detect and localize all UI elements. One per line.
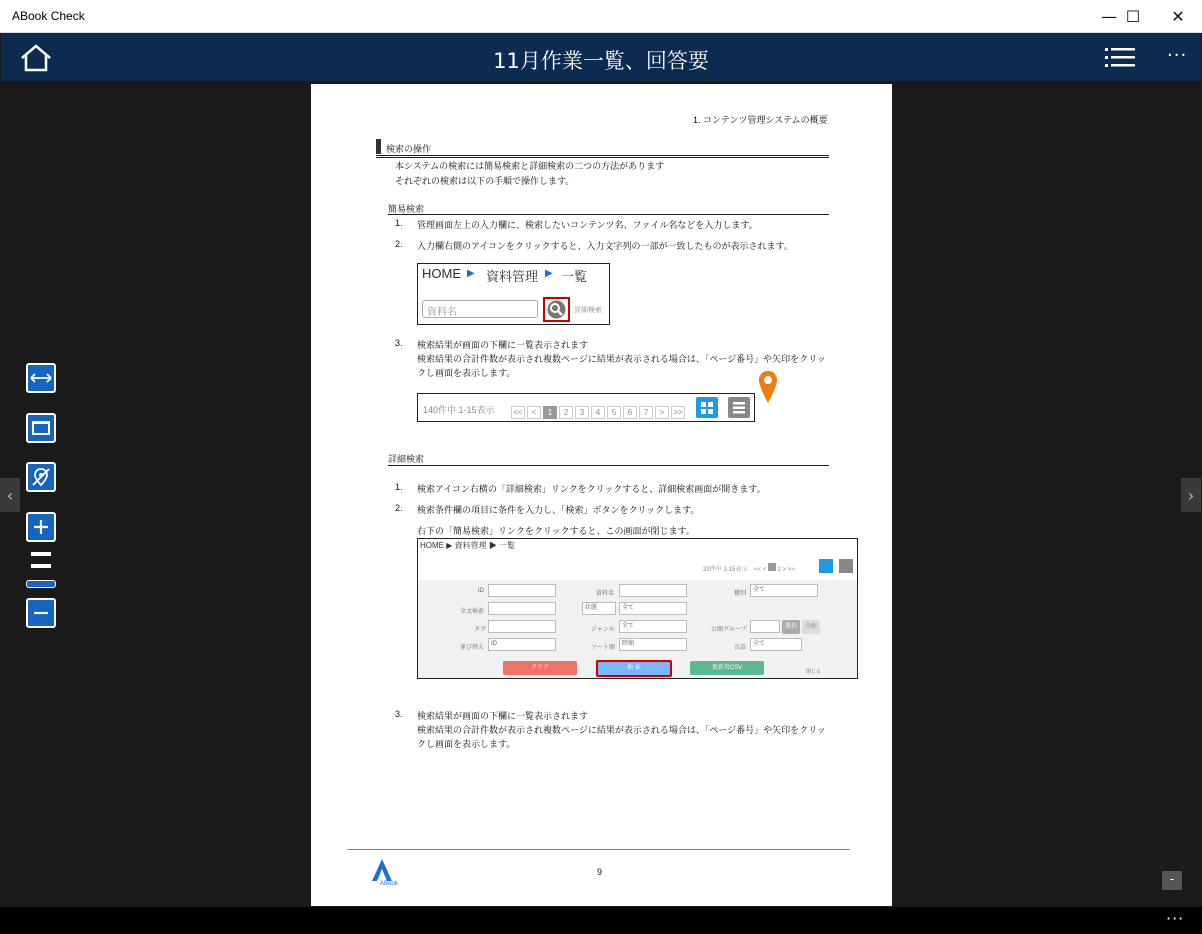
field-label: 種別 — [734, 591, 747, 597]
step-text: クし画面を表示します。 — [417, 739, 516, 749]
grid-view-icon — [696, 397, 718, 418]
field-label: ジャンル — [591, 627, 615, 633]
page-button: 2 — [559, 406, 573, 419]
close-link: 閉じる — [806, 669, 822, 675]
status-select: 状態 — [582, 602, 616, 615]
step-text: 検索結果の合計件数が表示され複数ページに結果が表示される場合は、「ページ番号」や矢印をクリッ — [417, 354, 826, 364]
field-label: 資料名 — [596, 591, 615, 597]
detail-search-heading: 詳細検索 — [388, 454, 425, 464]
page-button: << — [511, 406, 525, 419]
page-title: 11月作業一覧、回答要 — [493, 49, 709, 73]
minimize-button[interactable]: — — [1101, 7, 1117, 26]
field-label: 公開グループ — [711, 627, 747, 633]
footer-rule — [347, 849, 850, 850]
breadcrumb-arrow-icon: ▶ — [545, 268, 553, 279]
list-menu-icon[interactable] — [1105, 47, 1135, 69]
result-count: 140件中 1-15表示 — [423, 405, 495, 415]
page-button: 7 — [639, 406, 653, 419]
collapse-button[interactable]: - — [1162, 871, 1182, 890]
section-marker — [376, 139, 381, 154]
step-text: 検索条件欄の項目に条件を入力し、「検索」ボタンをクリックします。 — [417, 505, 700, 515]
field-label: ID — [478, 588, 484, 594]
search-input: 資料名 — [422, 300, 538, 318]
map-pin-icon[interactable] — [758, 370, 778, 404]
simple-rule — [388, 214, 829, 215]
window-titlebar — [0, 0, 1202, 33]
result-count: 22件中 1-15表示 — [703, 567, 748, 573]
page-button: 1 — [543, 406, 557, 419]
page-button: 3 — [575, 406, 589, 419]
intro-line-1: 本システムの検索には簡易検索と詳細検索の二つの方法があります — [395, 161, 665, 171]
document-page — [311, 84, 892, 906]
breadcrumb-home: HOME — [422, 266, 461, 281]
status-value-select: 全て — [619, 602, 687, 615]
zoom-out-icon — [32, 604, 50, 622]
type-select: 全て — [750, 584, 818, 597]
step-text: 検索アイコン右横の「詳細検索」リンクをクリックすると、詳細検索画面が開きます。 — [417, 484, 766, 494]
maximize-button[interactable]: ☐ — [1125, 7, 1141, 26]
app-header — [1, 33, 1201, 81]
genre-select: 全て — [619, 620, 687, 633]
sort-select: ID — [488, 638, 556, 651]
search-button-highlight — [543, 297, 570, 322]
step-text: クし画面を表示します。 — [417, 368, 516, 378]
breadcrumb: HOME ▶ 資料管理 ▶ 一覧 — [420, 541, 516, 550]
zoom-slider[interactable] — [26, 580, 56, 588]
chapter-heading: 1. コンテンツ管理システムの概要 — [693, 115, 828, 125]
search-icon — [545, 299, 568, 320]
search-button: 検 索 — [596, 660, 672, 677]
name-field — [619, 584, 687, 597]
language-select: 全て — [750, 638, 802, 651]
zoom-in-button[interactable] — [26, 512, 56, 542]
step-num: 1. — [395, 482, 403, 492]
pagination-screenshot — [417, 393, 755, 422]
page-button: >> — [671, 406, 685, 419]
step-num: 3. — [395, 709, 403, 719]
bottom-bar — [0, 907, 1202, 934]
list-view-icon — [728, 397, 750, 418]
fit-width-icon — [30, 372, 52, 384]
clear-button: クリア — [503, 661, 577, 675]
breadcrumb-arrow-icon: ▶ — [467, 268, 475, 279]
logo-text: ABook — [380, 881, 398, 886]
annotation-toggle-button[interactable] — [26, 462, 56, 492]
annotation-off-icon — [30, 466, 52, 488]
page-button: < — [527, 406, 541, 419]
next-page-button[interactable]: › — [1181, 478, 1201, 512]
step-text: 検索結果が画面の下欄に一覧表示されます — [417, 340, 589, 350]
step-text: 入力欄右側のアイコンをクリックすると、入力文字列の一部が一致したものが表示されます。 — [417, 241, 793, 251]
csv-button: 更新用CSV — [690, 661, 764, 675]
step-num: 1. — [395, 218, 403, 228]
field-label: ソート順 — [591, 645, 616, 651]
breadcrumb-item: 一覧 — [561, 269, 588, 284]
order-select: 降順 — [619, 638, 687, 651]
zoom-level-icon — [31, 552, 51, 568]
step-text: 右下の「簡易検索」リンクをクリックすると、この画面が閉じます。 — [417, 526, 695, 536]
more-menu-button[interactable]: ··· — [1167, 45, 1188, 66]
intro-line-2: それぞれの検索は以下の手順で操作します。 — [395, 176, 575, 186]
fit-page-button[interactable] — [26, 413, 56, 443]
step-num: 2. — [395, 503, 403, 513]
pagination: << < 2 > >> — [754, 563, 795, 573]
app-title: ABook Check — [12, 9, 85, 23]
page-button: 6 — [623, 406, 637, 419]
bottom-more-button[interactable]: ··· — [1166, 909, 1185, 928]
step-text: 検索結果の合計件数が表示され複数ページに結果が表示される場合は、「ページ番号」や矢印をクリッ — [417, 725, 826, 735]
step-num: 2. — [395, 239, 403, 249]
page-button: 5 — [607, 406, 621, 419]
section-rule — [376, 155, 829, 158]
step-num: 3. — [395, 338, 403, 348]
simple-search-heading: 簡易検索 — [388, 204, 425, 214]
grid-view-icon — [819, 559, 833, 573]
detail-rule — [388, 465, 829, 466]
select-button: 選択 — [782, 620, 800, 634]
clear-group-button: 全解 — [802, 620, 820, 634]
field-label: 並び替え — [460, 645, 485, 651]
prev-page-button[interactable]: ‹ — [0, 478, 20, 512]
zoom-in-icon — [32, 518, 50, 536]
step-text: 検索結果が画面の下欄に一覧表示されます — [417, 711, 589, 721]
page-number: 9 — [597, 867, 603, 877]
breadcrumb-item: 資料管理 — [486, 269, 539, 284]
detail-search-link: 詳細検索 — [574, 307, 602, 314]
field-label: 全文検索 — [460, 609, 485, 615]
step-text: 管理画面左上の入力欄に、検索したいコンテンツ名、ファイル名などを入力します。 — [417, 220, 758, 230]
simple-search-screenshot — [417, 263, 610, 325]
fulltext-field — [488, 602, 556, 615]
list-view-icon — [839, 559, 853, 573]
fit-width-button[interactable] — [26, 363, 56, 393]
abook-logo — [369, 856, 399, 886]
id-field — [488, 584, 556, 597]
close-button[interactable]: ✕ — [1171, 7, 1185, 26]
field-label: 言語 — [734, 645, 747, 651]
detail-search-screenshot — [417, 538, 858, 679]
field-label: タグ — [474, 627, 487, 633]
zoom-out-button[interactable] — [26, 598, 56, 628]
page-button: > — [655, 406, 669, 419]
group-field — [750, 620, 780, 633]
page-button: 4 — [591, 406, 605, 419]
tag-field — [488, 620, 556, 633]
fit-page-icon — [31, 420, 51, 436]
pagination — [511, 402, 687, 420]
section-title: 検索の操作 — [386, 144, 432, 154]
